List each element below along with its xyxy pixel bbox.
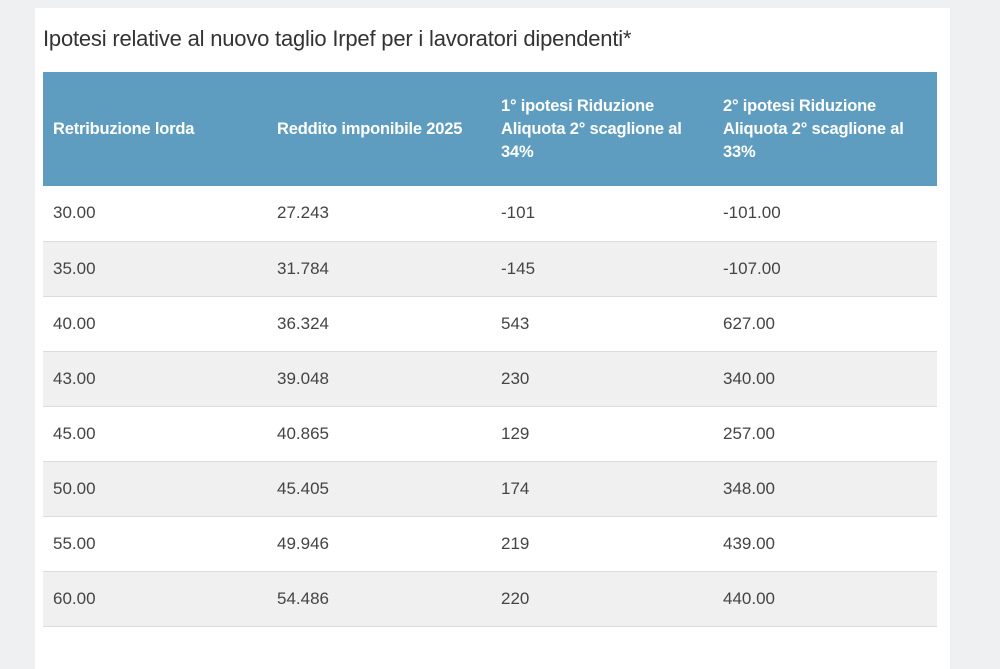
cell-ipotesi-2: 627.00 bbox=[713, 296, 937, 351]
table-row bbox=[43, 406, 937, 461]
header-retribuzione-lorda: Retribuzione lorda bbox=[53, 119, 195, 138]
cell-ipotesi-2: 439.00 bbox=[713, 516, 937, 571]
table-row bbox=[43, 516, 937, 571]
cell-ipotesi-1: 219 bbox=[491, 516, 713, 571]
article-card bbox=[35, 8, 950, 669]
cell-retribuzione: 45.00 bbox=[43, 406, 267, 461]
header-row bbox=[43, 72, 937, 186]
cell-ipotesi-1: -101 bbox=[491, 186, 713, 241]
table-body bbox=[43, 186, 937, 626]
header-reddito-imponibile: Reddito imponibile 2025 bbox=[277, 119, 463, 138]
cell-ipotesi-2: 440.00 bbox=[713, 571, 937, 626]
cell-reddito: 45.405 bbox=[267, 461, 491, 516]
table-row bbox=[43, 296, 937, 351]
irpef-table bbox=[43, 72, 937, 627]
cell-retribuzione: 40.00 bbox=[43, 296, 267, 351]
cell-ipotesi-1: 129 bbox=[491, 406, 713, 461]
cell-retribuzione: 50.00 bbox=[43, 461, 267, 516]
cell-reddito: 54.486 bbox=[267, 571, 491, 626]
cell-ipotesi-1: 174 bbox=[491, 461, 713, 516]
cell-retribuzione: 35.00 bbox=[43, 241, 267, 296]
cell-reddito: 36.324 bbox=[267, 296, 491, 351]
table-row bbox=[43, 241, 937, 296]
cell-reddito: 27.243 bbox=[267, 186, 491, 241]
table-row bbox=[43, 351, 937, 406]
cell-retribuzione: 30.00 bbox=[43, 186, 267, 241]
cell-ipotesi-1: -145 bbox=[491, 241, 713, 296]
cell-reddito: 31.784 bbox=[267, 241, 491, 296]
cell-ipotesi-1: 543 bbox=[491, 296, 713, 351]
cell-reddito: 40.865 bbox=[267, 406, 491, 461]
table-row bbox=[43, 461, 937, 516]
table-header bbox=[43, 72, 937, 186]
cell-reddito: 39.048 bbox=[267, 351, 491, 406]
cell-ipotesi-2: -107.00 bbox=[713, 241, 937, 296]
cell-ipotesi-1: 220 bbox=[491, 571, 713, 626]
table-row bbox=[43, 186, 937, 241]
cell-retribuzione: 60.00 bbox=[43, 571, 267, 626]
header-ipotesi-2: 2° ipotesi Riduzione Aliquota 2° scaglione al 33% bbox=[723, 96, 904, 161]
cell-ipotesi-2: 348.00 bbox=[713, 461, 937, 516]
cell-ipotesi-2: 257.00 bbox=[713, 406, 937, 461]
cell-ipotesi-1: 230 bbox=[491, 351, 713, 406]
cell-retribuzione: 43.00 bbox=[43, 351, 267, 406]
table-title: Ipotesi relative al nuovo taglio Irpef per i lavoratori dipendenti* bbox=[43, 26, 632, 51]
cell-ipotesi-2: 340.00 bbox=[713, 351, 937, 406]
cell-ipotesi-2: -101.00 bbox=[713, 186, 937, 241]
cell-retribuzione: 55.00 bbox=[43, 516, 267, 571]
header-ipotesi-1: 1° ipotesi Riduzione Aliquota 2° scaglione al 34% bbox=[501, 96, 682, 161]
cell-reddito: 49.946 bbox=[267, 516, 491, 571]
table-row bbox=[43, 571, 937, 626]
